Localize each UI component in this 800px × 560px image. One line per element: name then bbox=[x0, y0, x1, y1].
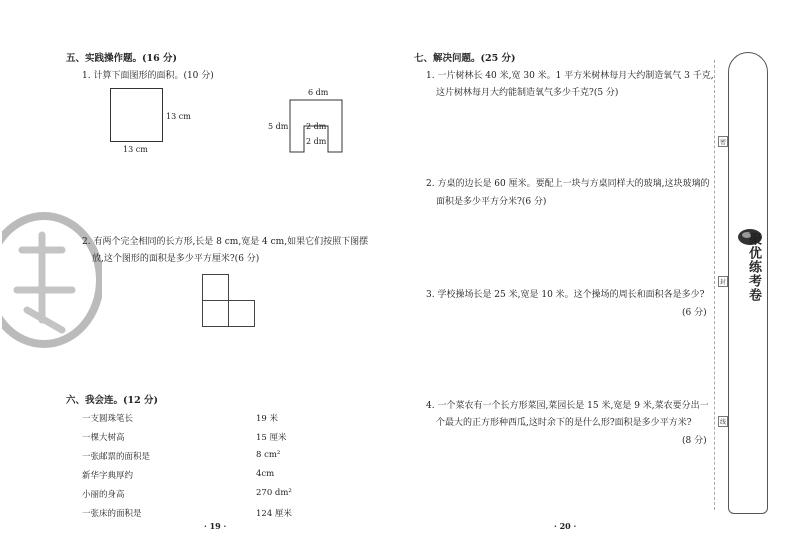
q7-1-line1: 1. 一片树林长 40 米,宽 30 米。1 平方米树林每月大约制造氧气 3 千克, bbox=[426, 71, 714, 81]
q7-3-line1: 3. 学校操场长是 25 米,宽是 10 米。这个操场的周长和面积各是多少? bbox=[426, 290, 705, 300]
q5-2-line2: 放,这个图形的面积是多少平方厘米?(6 分) bbox=[92, 254, 260, 264]
match-right-item: 270 dm² bbox=[256, 488, 292, 498]
square-side-right-label: 13 cm bbox=[166, 112, 191, 121]
stamp-watermark bbox=[2, 210, 102, 360]
match-left-item: 小丽的身高 bbox=[82, 490, 125, 500]
q5-2-line1: 2. 有两个完全相同的长方形,长是 8 cm,宽是 4 cm,如果它们按照下图摆 bbox=[82, 237, 369, 247]
section6-title: 六、我会连。(12 分) bbox=[66, 395, 159, 406]
q7-3-line2: (6 分) bbox=[682, 308, 707, 318]
notched-left-label: 5 dm bbox=[268, 122, 289, 131]
seal-mark-1: 密 bbox=[718, 136, 728, 147]
page-number-right: · 20 · bbox=[554, 521, 577, 531]
match-left-item: 一棵大树高 bbox=[82, 433, 125, 443]
section5-title: 五、实践操作题。(16 分) bbox=[66, 53, 178, 64]
q7-4-line2: 个最大的正方形种西瓜,这时余下的是什么形?面积是多少平方米? bbox=[436, 418, 692, 428]
square-figure bbox=[110, 88, 163, 142]
q5-1-text: 1. 计算下面图形的面积。(10 分) bbox=[82, 71, 214, 81]
square-side-bottom-label: 13 cm bbox=[123, 145, 148, 154]
seal-dashed-line bbox=[714, 60, 715, 510]
page-number-left: · 19 · bbox=[204, 521, 227, 531]
seal-mark-2: 封 bbox=[718, 276, 728, 287]
match-right-item: 8 cm² bbox=[256, 450, 281, 460]
seal-mark-3: 线 bbox=[718, 416, 728, 427]
match-right-item: 19 米 bbox=[256, 414, 279, 424]
match-left-item: 一支圆珠笔长 bbox=[82, 414, 134, 424]
match-right-item: 15 厘米 bbox=[256, 433, 287, 443]
match-left-item: 一张邮票的面积是 bbox=[82, 452, 151, 462]
notched-notch-inner-label: 2 dm bbox=[306, 137, 327, 146]
notched-notch-top-label: 2 dm bbox=[306, 122, 327, 131]
q7-2-line2: 面积是多少平方分米?(6 分) bbox=[436, 197, 547, 207]
q7-1-line2: 这片树林每月大约能制造氧气多少千克?(5 分) bbox=[436, 88, 619, 98]
q7-4-line1: 4. 一个菜农有一个长方形菜园,菜园长是 15 米,宽是 9 米,菜农要分出一 bbox=[426, 401, 709, 411]
section7-title: 七、解决问题。(25 分) bbox=[414, 53, 516, 64]
brand-title: 聚优练考卷 bbox=[746, 232, 761, 302]
q7-2-line1: 2. 方桌的边长是 60 厘米。要配上一块与方桌同样大的玻璃,这块玻璃的 bbox=[426, 179, 710, 189]
q7-4-line3: (8 分) bbox=[682, 436, 707, 446]
match-right-item: 124 厘米 bbox=[256, 509, 292, 519]
notched-top-label: 6 dm bbox=[308, 88, 329, 97]
match-left-item: 新华字典厚约 bbox=[82, 471, 134, 481]
match-right-item: 4cm bbox=[256, 469, 275, 479]
match-left-item: 一张床的面积是 bbox=[82, 509, 142, 519]
